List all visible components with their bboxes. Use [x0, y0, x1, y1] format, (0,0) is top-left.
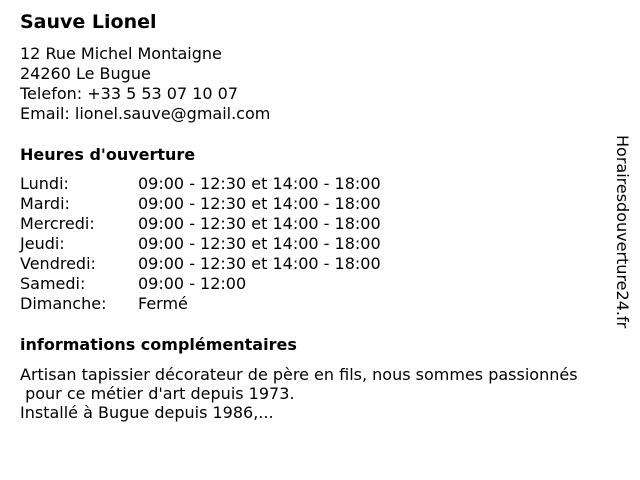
hours-time: 09:00 - 12:30 et 14:00 - 18:00 — [138, 174, 381, 193]
contact-block — [20, 44, 270, 124]
hours-day: Samedi: — [20, 274, 86, 293]
description-line: pour ce métier d'art depuis 1973. — [20, 384, 295, 403]
additional-info-heading: informations complémentaires — [20, 335, 297, 354]
hours-day: Lundi: — [20, 174, 69, 193]
hours-row-saturday — [20, 274, 381, 294]
hours-row-thursday — [20, 234, 381, 254]
opening-hours-heading: Heures d'ouverture — [20, 145, 196, 164]
address-street: 12 Rue Michel Montaigne — [20, 44, 222, 63]
hours-row-wednesday — [20, 214, 381, 234]
hours-time: 09:00 - 12:30 et 14:00 - 18:00 — [138, 214, 381, 233]
hours-time: 09:00 - 12:30 et 14:00 - 18:00 — [138, 254, 381, 273]
hours-time: 09:00 - 12:30 et 14:00 - 18:00 — [138, 234, 381, 253]
email-address: Email: lionel.sauve@gmail.com — [20, 104, 271, 123]
hours-time: 09:00 - 12:00 — [138, 274, 247, 293]
description-line: Installé à Bugue depuis 1986,... — [20, 403, 274, 422]
description-line: Artisan tapissier décorateur de père en fils, nous sommes passionnés — [20, 365, 578, 384]
phone-number: Telefon: +33 5 53 07 10 07 — [20, 84, 239, 103]
hours-time: Fermé — [138, 294, 188, 313]
site-watermark: Horairesdouverture24.fr — [613, 135, 632, 329]
hours-row-friday — [20, 254, 381, 274]
hours-day: Vendredi: — [20, 254, 96, 273]
hours-row-sunday — [20, 294, 381, 314]
hours-row-tuesday — [20, 194, 381, 214]
hours-row-monday — [20, 174, 381, 194]
business-name: Sauve Lionel — [20, 11, 157, 33]
hours-day: Jeudi: — [20, 234, 65, 253]
address-city: 24260 Le Bugue — [20, 64, 151, 83]
hours-time: 09:00 - 12:30 et 14:00 - 18:00 — [138, 194, 381, 213]
hours-day: Mercredi: — [20, 214, 95, 233]
opening-hours-table — [20, 174, 381, 314]
business-description — [20, 365, 630, 422]
hours-day: Dimanche: — [20, 294, 107, 313]
hours-day: Mardi: — [20, 194, 70, 213]
